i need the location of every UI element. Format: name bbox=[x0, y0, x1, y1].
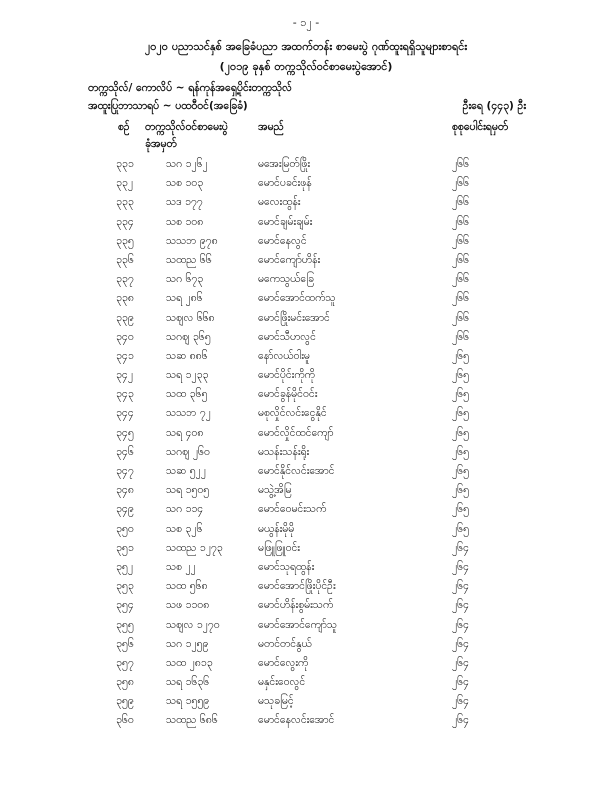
roll-number: သဆ ၈၈၆ bbox=[166, 349, 208, 362]
table-row bbox=[0, 580, 612, 599]
student-name: မသွဲ့အိမြ bbox=[258, 484, 292, 497]
table-row bbox=[0, 216, 612, 235]
table-row bbox=[0, 638, 612, 657]
total-marks: ၂၆၅ bbox=[452, 369, 469, 382]
student-name: မတင်တင်နွယ် bbox=[258, 637, 312, 650]
table-row bbox=[0, 312, 612, 331]
roll-number: သဈလ ၁၂၇၀ bbox=[166, 618, 220, 631]
roll-number: သထည ၆၈၆ bbox=[166, 714, 218, 727]
row-number: ၃၃၆ bbox=[116, 253, 134, 266]
results-table bbox=[0, 158, 612, 734]
total-marks: ၂၆၆ bbox=[452, 330, 469, 343]
total-marks: ၂၆၅ bbox=[452, 503, 469, 516]
student-name: မောင်အောင်ကျော်သူ bbox=[258, 618, 338, 631]
row-number: ၃၄၈ bbox=[116, 484, 134, 497]
total-marks: ၂၆၄ bbox=[452, 580, 469, 593]
total-marks: ၂၆၄ bbox=[452, 656, 469, 669]
table-row bbox=[0, 657, 612, 676]
roll-number: သဂဈ ၂၆၀ bbox=[166, 445, 210, 458]
roll-number: သထ ၅၆၈ bbox=[166, 580, 208, 593]
column-header-name: အမည် bbox=[258, 121, 284, 133]
row-number: ၃၃၂ bbox=[116, 177, 133, 190]
table-row bbox=[0, 484, 612, 503]
row-number: ၃၅၂ bbox=[116, 560, 133, 573]
row-number: ၃၄၂ bbox=[116, 369, 133, 382]
total-marks: ၂၆၄ bbox=[452, 560, 469, 573]
row-number: ၃၅၈ bbox=[116, 676, 134, 689]
row-number: ၃၄၃ bbox=[116, 388, 134, 401]
total-marks: ၂၆၄ bbox=[452, 714, 469, 727]
table-row bbox=[0, 369, 612, 388]
table-row bbox=[0, 350, 612, 369]
student-name: မောင်ခွန်မိုင်ဝင်း bbox=[258, 388, 318, 401]
student-name: မောင်အောင်ဖြိုးပိုင်ဦး bbox=[258, 580, 336, 593]
table-row bbox=[0, 427, 612, 446]
student-name: မသန်းသန်းရိုး bbox=[258, 445, 310, 458]
roll-number: သဒ ၁၇၇ bbox=[166, 196, 203, 209]
roll-number: သသဘ ၇၂ bbox=[166, 407, 211, 420]
table-row bbox=[0, 561, 612, 580]
page-number: - ၁၂ - bbox=[292, 16, 320, 29]
student-name: မောင်ပိုင်းကိုကို bbox=[258, 369, 315, 382]
total-marks: ၂၆၆ bbox=[452, 253, 469, 266]
table-row bbox=[0, 714, 612, 733]
roll-number: သဂ ၆၇၃ bbox=[166, 273, 204, 286]
roll-number: သသဘ ၉၇၈ bbox=[166, 234, 218, 247]
row-number: ၃၅၁ bbox=[116, 541, 134, 554]
student-name: မောင်ပခင်းဖုန် bbox=[258, 177, 312, 190]
roll-number: သစ ၁၀၈ bbox=[166, 215, 204, 228]
total-marks: ၂၆၄ bbox=[452, 637, 469, 650]
total-marks: ၂၆၄ bbox=[452, 541, 469, 554]
column-header-roll-line2: ခုံအမှတ် bbox=[145, 138, 177, 150]
student-name: မောင်ဖြိုးမင်းအောင် bbox=[258, 311, 330, 324]
row-number: ၃၆၀ bbox=[116, 714, 134, 727]
total-marks: ၂၆၆ bbox=[452, 273, 469, 286]
total-marks: ၂၆၄ bbox=[452, 599, 469, 612]
student-name: မောင်ချမ်းချမ်း bbox=[258, 215, 313, 228]
column-header-roll: တက္ကသိုလ်ဝင်စာမေးပွဲ bbox=[145, 121, 228, 133]
table-row bbox=[0, 503, 612, 522]
total-marks: ၂၆၄ bbox=[452, 676, 469, 689]
row-number: ၃၄၉ bbox=[116, 503, 134, 516]
column-header-marks: စုစုပေါင်းရမှတ် bbox=[452, 121, 509, 133]
student-name: မောင်သုရထွန်း bbox=[258, 560, 315, 573]
total-marks: ၂၆၅ bbox=[452, 349, 469, 362]
roll-number: သရ ၁၅၀၅ bbox=[166, 484, 210, 497]
student-name: မောင်အောင်ထက်သူ bbox=[258, 292, 336, 305]
row-number: ၃၄၁ bbox=[116, 349, 134, 362]
table-row bbox=[0, 273, 612, 292]
roll-number: သစ ၂၂ bbox=[166, 560, 196, 573]
roll-number: သဂဈ ၃၆၅ bbox=[166, 330, 211, 343]
column-header-no: စဉ် bbox=[118, 121, 130, 133]
student-name: မောင်ဝေမင်းသက် bbox=[258, 503, 327, 516]
table-row bbox=[0, 446, 612, 465]
row-number: ၃၄၀ bbox=[116, 330, 134, 343]
table-row bbox=[0, 523, 612, 542]
table-row bbox=[0, 619, 612, 638]
row-number: ၃၅၀ bbox=[116, 522, 134, 535]
table-row bbox=[0, 599, 612, 618]
total-marks: ၂၆၆ bbox=[452, 215, 469, 228]
total-marks: ၂၆၄ bbox=[452, 618, 469, 631]
total-marks: ၂၆၆ bbox=[452, 234, 469, 247]
row-number: ၃၅၄ bbox=[116, 599, 134, 612]
row-number: ၃၅၇ bbox=[116, 656, 134, 669]
table-row bbox=[0, 407, 612, 426]
row-number: ၃၅၆ bbox=[116, 637, 134, 650]
university-label: တက္ကသိုလ်/ ကောလိပ် ~ ရန်ကုန်အရှေ့ပိုင်းတက္ကသိုလ် bbox=[88, 82, 292, 94]
table-row bbox=[0, 542, 612, 561]
total-marks: ၂၆၄ bbox=[452, 695, 469, 708]
roll-number: သဆ ၅၂၂ bbox=[166, 465, 206, 477]
student-name: မောင်နေလင်းအောင် bbox=[258, 714, 335, 727]
roll-number: သဈလ ၆၆၈ bbox=[166, 311, 215, 324]
total-marks: ၂၆၅ bbox=[452, 407, 469, 420]
table-row bbox=[0, 695, 612, 714]
total-marks: ၂၆၅ bbox=[452, 426, 469, 439]
total-marks: ၂၆၅ bbox=[452, 388, 469, 401]
row-number: ၃၃၄ bbox=[116, 215, 134, 228]
total-marks: ၂၆၅ bbox=[452, 445, 469, 458]
row-number: ၃၃၅ bbox=[116, 234, 134, 247]
document-subtitle: (၂၀၁၉ ခုနှစ် တက္ကသိုလ်ဝင်စာမေးပွဲအောင်) bbox=[219, 60, 393, 73]
student-name: မောင်ဟိန်းစွမ်းသက် bbox=[258, 599, 334, 612]
student-name: မလေးထွန်း bbox=[258, 196, 301, 209]
row-number: ၃၄၇ bbox=[116, 465, 134, 477]
student-name: မကေသွယ်ခြေ bbox=[258, 273, 314, 286]
table-row bbox=[0, 254, 612, 273]
roll-number: သရ ၁၅၅၉ bbox=[166, 695, 210, 708]
roll-number: သရ ၁၆၃၆ bbox=[166, 676, 210, 689]
roll-number: သထည ၆၆ bbox=[166, 253, 212, 266]
roll-number: သထ ၃၆၅ bbox=[166, 388, 208, 401]
total-marks: ၂၆၅ bbox=[452, 522, 469, 535]
student-name: နော်လယ်ဝါးမူ bbox=[258, 349, 310, 362]
table-row bbox=[0, 292, 612, 311]
specialization-label: အထူးပြုဘာသာရပ် ~ ပထဝီဝင်(အခြေခံ) bbox=[88, 100, 248, 112]
row-number: ၃၃၈ bbox=[116, 292, 134, 305]
student-name: မောင်နိုင်လင်းအောင် bbox=[258, 465, 335, 477]
student-name: မစုလှိုင်လင်းငွေနိုင် bbox=[258, 407, 327, 420]
row-number: ၃၅၉ bbox=[116, 695, 134, 708]
row-number: ၃၅၃ bbox=[116, 580, 134, 593]
roll-number: သရ ၂၈၆ bbox=[166, 292, 203, 305]
row-number: ၃၃၁ bbox=[116, 158, 134, 170]
table-row bbox=[0, 177, 612, 196]
row-number: ၃၄၆ bbox=[116, 445, 134, 458]
total-marks: ၂၆၆ bbox=[452, 292, 469, 305]
table-row bbox=[0, 676, 612, 695]
table-row bbox=[0, 196, 612, 215]
row-number: ၃၃၇ bbox=[116, 273, 134, 286]
total-count-label: ဦးရေ (၄၄၃) ဦး bbox=[462, 100, 526, 112]
student-name: မောင်ကျော်ဟိန်း bbox=[258, 253, 321, 266]
row-number: ၃၄၄ bbox=[116, 407, 134, 420]
table-row bbox=[0, 331, 612, 350]
roll-number: သဂ ၁၁၄ bbox=[166, 503, 204, 516]
row-number: ၃၄၅ bbox=[116, 426, 134, 439]
total-marks: ၂၆၅ bbox=[452, 484, 469, 497]
total-marks: ၂၆၆ bbox=[452, 196, 469, 209]
roll-number: သထ ၂၈၁၃ bbox=[166, 656, 213, 669]
total-marks: ၂၆၆ bbox=[452, 158, 469, 170]
table-row bbox=[0, 388, 612, 407]
total-marks: ၂၆၅ bbox=[452, 465, 469, 477]
total-marks: ၂၆၆ bbox=[452, 311, 469, 324]
student-name: မအေးမြတ်ဖြိုး bbox=[258, 158, 311, 170]
roll-number: သရ ၁၂၃၃ bbox=[166, 369, 209, 382]
row-number: ၃၅၅ bbox=[116, 618, 134, 631]
student-name: မနှင်းဝေလွင် bbox=[258, 676, 306, 689]
table-row bbox=[0, 235, 612, 254]
roll-number: သဖ ၁၁၀၈ bbox=[166, 599, 210, 612]
document-title: ၂၀၂၀ ပညာသင်နှစ် အခြေခံပညာ အထက်တန်း စာမေးပွဲ ဂုဏ်ထူးရရှိသူများစာရင်း bbox=[144, 40, 468, 53]
roll-number: သဂ ၁၂၆၂ bbox=[166, 158, 208, 170]
student-name: မောင်သီဟလွင် bbox=[258, 330, 316, 343]
row-number: ၃၃၉ bbox=[116, 311, 134, 324]
student-name: မယွန်းမိုမို bbox=[258, 522, 295, 535]
roll-number: သစ ၃၂၆ bbox=[166, 522, 203, 535]
total-marks: ၂၆၆ bbox=[452, 177, 469, 190]
roll-number: သရ ၄၀၈ bbox=[166, 426, 204, 439]
roll-number: သဂ ၁၂၅၉ bbox=[166, 637, 209, 650]
row-number: ၃၃၃ bbox=[116, 196, 134, 209]
student-name: မသုခမြင့် bbox=[258, 695, 294, 708]
student-name: မောင်နေလွင် bbox=[258, 234, 307, 247]
student-name: မောင်လွေးကို bbox=[258, 656, 309, 669]
roll-number: သစ ၁၀၃ bbox=[166, 177, 204, 190]
student-name: မဖြူဖြူဝင်း bbox=[258, 541, 300, 554]
student-name: မောင်လှိုင်ထင်ကျော် bbox=[258, 426, 334, 439]
table-row bbox=[0, 158, 612, 177]
roll-number: သထည ၁၂၇၃ bbox=[166, 541, 223, 554]
table-row bbox=[0, 465, 612, 484]
